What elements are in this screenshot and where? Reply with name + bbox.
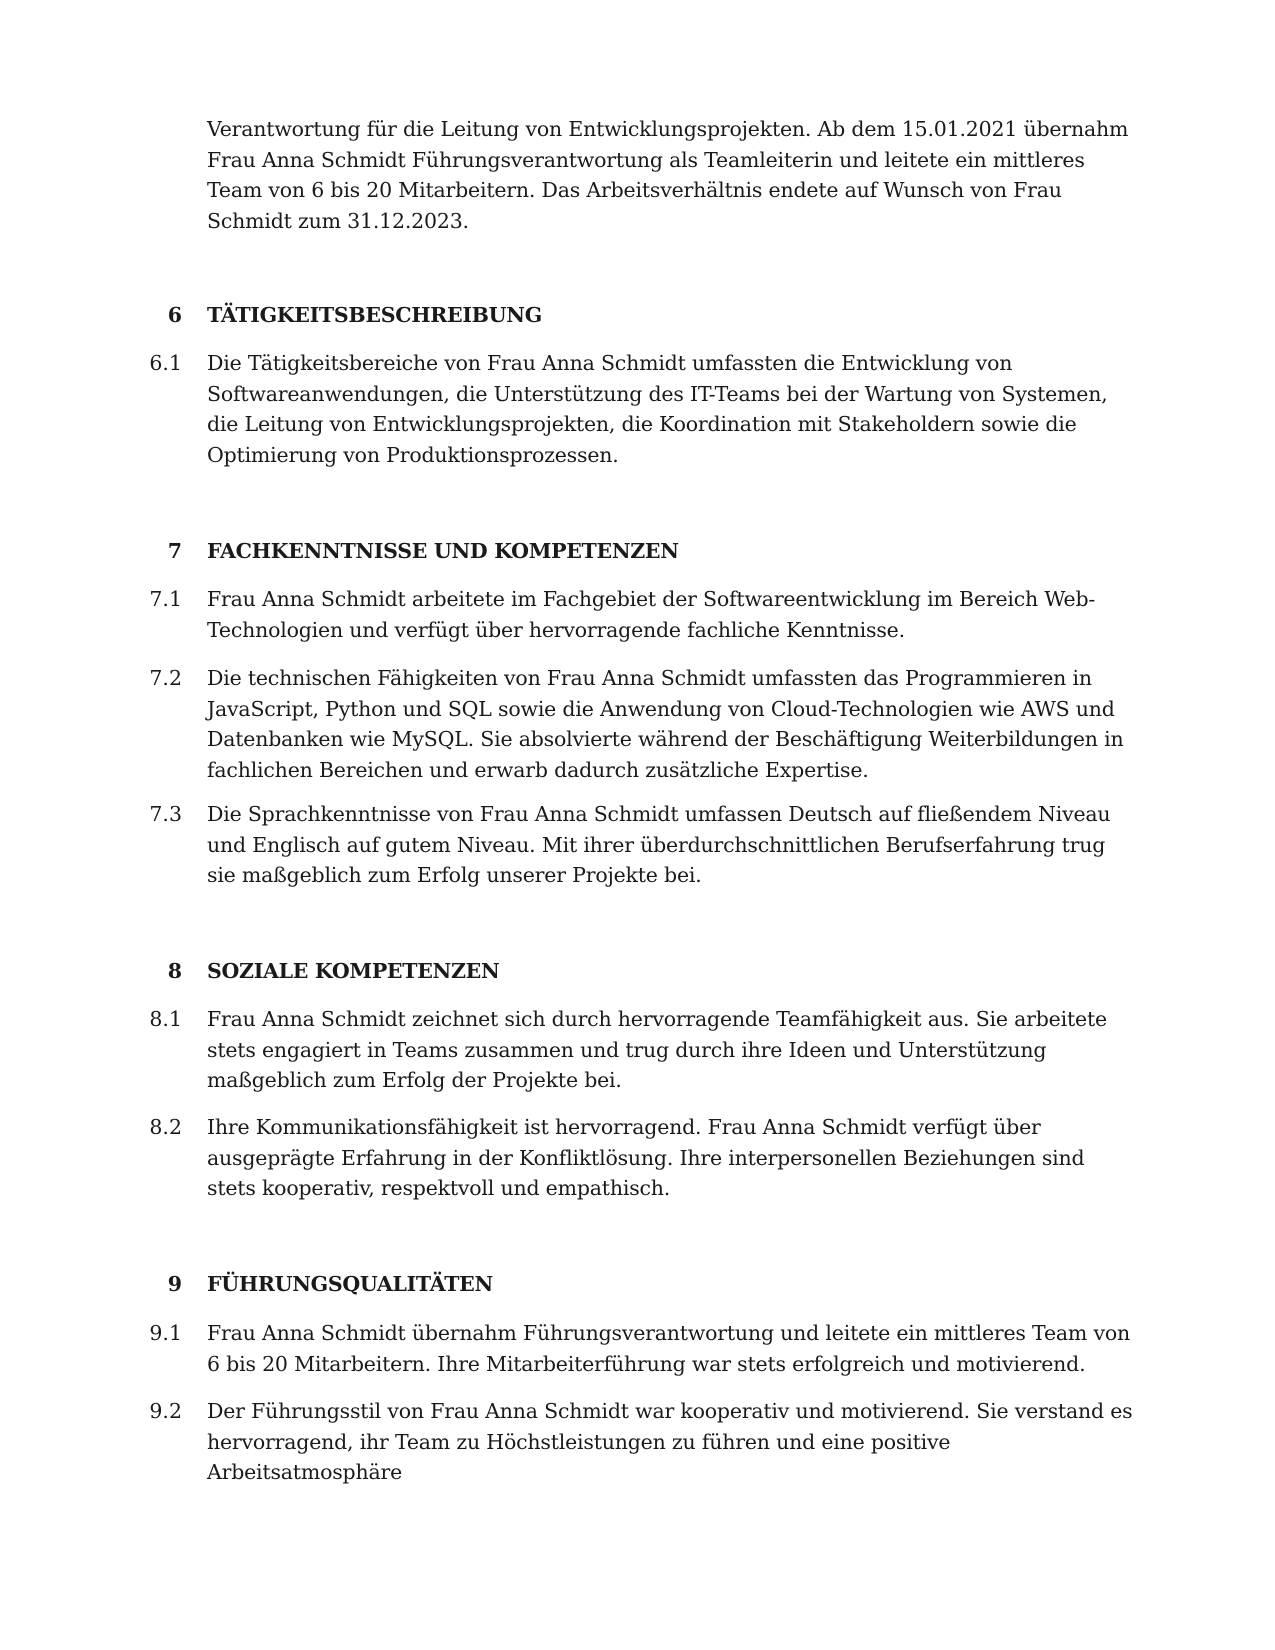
section-heading: TÄTIGKEITSBESCHREIBUNG bbox=[207, 303, 542, 327]
section-heading: FÜHRUNGSQUALITÄTEN bbox=[207, 1272, 493, 1296]
item-text: Frau Anna Schmidt übernahm Führungsverantwortung und leitete ein mittleres Team von 6 bis 20 Mitarbeitern. Ihre Mitarbeiterführung war stets erfolgreich und motivierend. bbox=[207, 1321, 1130, 1376]
item-number: 7.3 bbox=[149, 802, 182, 826]
section-number: 7 bbox=[167, 539, 182, 563]
item-text: Die Tätigkeitsbereiche von Frau Anna Schmidt umfassten die Entwicklung von Softwareanwendungen, die Unterstützung des IT-Teams bei der Wartung von Systemen, die Leitung von Entwicklungsprojekten, die Koordination mit Stakeholdern sowie die Optimierung von Produktionsprozessen. bbox=[207, 351, 1108, 467]
item-text: Die technischen Fähigkeiten von Frau Anna Schmidt umfassten das Programmieren in JavaScript, Python und SQL sowie die Anwendung von Cloud-Technologien wie AWS und Datenbanken wie MySQL. Sie absolvierte während der Beschäftigung Weiterbildungen in fachlichen Bereichen und erwarb dadurch zusätzliche Expertise. bbox=[207, 666, 1124, 782]
section-number: 6 bbox=[167, 303, 182, 327]
item-text: Die Sprachkenntnisse von Frau Anna Schmidt umfassen Deutsch auf fließendem Niveau und Englisch auf gutem Niveau. Mit ihrer überdurchschnittlichen Berufserfahrung trug sie maßgeblich zum Erfolg unserer Projekte bei. bbox=[207, 802, 1111, 888]
item-number: 7.2 bbox=[149, 666, 182, 690]
item-number: 9.1 bbox=[149, 1321, 182, 1345]
item-number: 9.2 bbox=[149, 1399, 182, 1423]
item-text: Frau Anna Schmidt zeichnet sich durch hervorragende Teamfähigkeit aus. Sie arbeitete stets engagiert in Teams zusammen und trug durch ihre Ideen und Unterstützung maßgeblich zum Erfolg der Projekte bei. bbox=[207, 1007, 1107, 1093]
section-number: 9 bbox=[167, 1272, 182, 1296]
item-number: 7.1 bbox=[149, 587, 182, 611]
item-text: Der Führungsstil von Frau Anna Schmidt war kooperativ und motivierend. Sie verstand es hervorragend, ihr Team zu Höchstleistungen zu führen und eine positive Arbeitsatmosphäre bbox=[207, 1399, 1133, 1485]
section-heading: SOZIALE KOMPETENZEN bbox=[207, 959, 500, 983]
item-number: 8.1 bbox=[149, 1007, 182, 1031]
section-number: 8 bbox=[167, 959, 182, 983]
item-number: 6.1 bbox=[149, 351, 182, 375]
section-heading: FACHKENNTNISSE UND KOMPETENZEN bbox=[207, 539, 679, 563]
item-text: Ihre Kommunikationsfähigkeit ist hervorragend. Frau Anna Schmidt verfügt über ausgeprägte Erfahrung in der Konfliktlösung. Ihre interpersonellen Beziehungen sind stets kooperativ, respektvoll und empathisch. bbox=[207, 1115, 1085, 1201]
item-text: Frau Anna Schmidt arbeitete im Fachgebiet der Softwareentwicklung im Bereich Web-Technologien und verfügt über hervorragende fachliche Kenntnisse. bbox=[207, 587, 1096, 642]
intro-paragraph: Verantwortung für die Leitung von Entwicklungsprojekten. Ab dem 15.01.2021 übernahm Frau Anna Schmidt Führungsverantwortung als Teamleiterin und leitete ein mittleres Team von 6 bis 20 Mitarbeitern. Das Arbeitsverhältnis endete auf Wunsch von Frau Schmidt zum 31.12.2023. bbox=[207, 117, 1129, 233]
item-number: 8.2 bbox=[149, 1115, 182, 1139]
